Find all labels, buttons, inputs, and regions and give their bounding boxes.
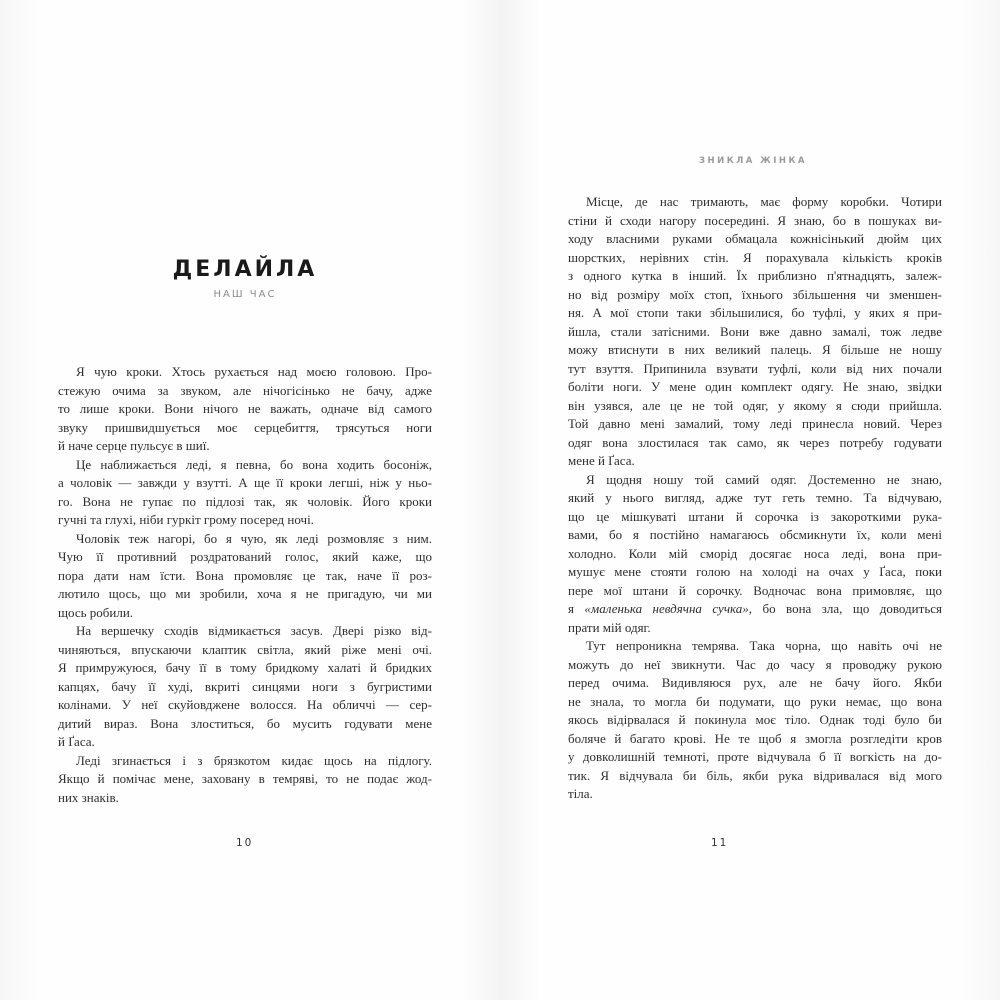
text-line-content: тут взуття. Припинила взувати туфлі, коли від них почали — [568, 360, 942, 376]
text-line — [58, 696, 432, 715]
text-line — [568, 526, 942, 545]
text-line — [58, 456, 432, 475]
text-line — [58, 567, 432, 586]
text-line — [58, 678, 432, 697]
text-line — [58, 493, 432, 512]
text-line-content: мене й Ґаса. — [568, 453, 635, 468]
right-body-text — [568, 193, 942, 804]
text-line — [568, 378, 942, 397]
text-line-content: й Ґаса. — [58, 734, 95, 749]
text-line-content: Я щодня ношу той самий одяг. Достеменно не знаю, — [586, 471, 942, 487]
page-number-left: 10 — [236, 837, 254, 849]
text-line-content: Я примружуюся, бачу її в тому бридкому халаті й бридких — [58, 660, 432, 675]
text-line-content: а чоловік — завжди у взутті. А ще її кроки легші, ніж у ньо- — [58, 475, 432, 490]
text-line-content: можу втиснути в них великий палець. Я більше не ношу — [568, 342, 942, 357]
text-line-content: йшла, стали затісними. Вони вже давно замалі, тож ледве — [568, 323, 942, 339]
text-line-content: пора дати нам їсти. Вона промовляє це так, наче її роз- — [58, 567, 432, 583]
text-line — [58, 511, 432, 530]
text-line — [568, 711, 942, 730]
text-line — [58, 641, 432, 660]
text-line-content: Тут непроникна темрява. Така чорна, що навіть очі не — [586, 638, 942, 653]
text-line-content: то лише кроки. Вони нічого не важать, одначе від самого — [58, 401, 432, 416]
text-line-content: що це мішкуваті штани й сорочка із закороткими рука- — [568, 508, 942, 524]
page-number-right: 11 — [711, 837, 729, 849]
text-line-content: Леді згинається і з брязкотом кидає щось на підлогу. — [76, 752, 432, 768]
text-line — [568, 360, 942, 379]
text-line — [58, 400, 432, 419]
text-line — [568, 748, 942, 767]
text-line-content: з одного кутка в інший. Їх приблизно п'ятнадцять, залеж- — [568, 268, 942, 283]
text-line — [58, 363, 432, 382]
text-line — [58, 419, 432, 438]
text-line-content: пере мої штани й сорочку. Водночас вона примовляє, що — [568, 582, 942, 598]
text-line — [568, 508, 942, 527]
text-line-content: у довколишній темноті, проте відчувала б її вогкість на до- — [568, 749, 942, 764]
text-line — [58, 659, 432, 678]
text-line-content: дитий вираз. Вона злоститься, бо мусить годувати мене — [58, 715, 432, 731]
text-line-content: Той давно мені замалий, тому леді принесла новий. Через — [568, 416, 942, 431]
text-line-content: колінами. У неї скуйовджене волосся. На обличчі — сер- — [58, 697, 432, 712]
text-line — [568, 415, 942, 434]
text-line — [58, 382, 432, 401]
text-line — [568, 193, 942, 212]
text-line-content: вами, бо я постійно намагаюсь обсмикнути їх, коли мені — [568, 527, 942, 542]
text-line — [58, 733, 432, 752]
text-line-content: холодно. Коли мій сморід досягає носа леді, вона при- — [568, 545, 942, 561]
text-line-content: прати мій одяг. — [568, 619, 651, 635]
text-line-content: який у нього вигляд, адже тут геть темно. Та відчуваю, — [568, 490, 942, 505]
text-segment: я — [568, 601, 585, 616]
text-line-content: Це наближається леді, я певна, бо вона ходить босоніж, — [76, 456, 432, 472]
text-line — [568, 230, 942, 249]
text-line — [568, 249, 942, 268]
text-line — [568, 545, 942, 564]
text-line — [568, 785, 942, 804]
text-line-content: капцях, бачу її худі, вкриті синцями ноги з бугристими — [58, 678, 432, 694]
chapter-subtitle: НАШ ЧАС — [213, 289, 277, 300]
text-line — [58, 752, 432, 771]
text-line — [568, 267, 942, 286]
chapter-title: ДЕЛАЙЛА — [172, 257, 318, 282]
text-line — [568, 637, 942, 656]
text-line-content: Якщо й помічає мене, заховану в темряві, то не подає жод- — [58, 771, 432, 786]
text-line — [58, 474, 432, 493]
text-line — [568, 212, 942, 231]
text-line — [568, 656, 942, 675]
text-line — [568, 600, 942, 619]
text-line-content: чиняються, впускаючи клаптик світла, який ріже мені очі. — [58, 641, 432, 657]
text-line-content: тіла. — [568, 786, 593, 801]
text-line-content: щось робили. — [58, 604, 134, 620]
text-line-content: стіни й сходи нагору посередині. Я знаю, бо в пошуках ви- — [568, 212, 942, 228]
text-line — [568, 323, 942, 342]
text-line — [568, 452, 942, 471]
text-line — [568, 619, 942, 638]
text-line-content: но від розміру моїх стоп, їхнього збільшення чи зменшен- — [568, 286, 942, 302]
text-line — [568, 489, 942, 508]
text-line-content: Місце, де нас тримають, має форму коробки. Чотири — [586, 194, 942, 209]
text-line-content: го. Вона не гупає по підлозі так, як чоловік. Його кроки — [58, 493, 432, 509]
text-line-content: Чую її противний роздратований голос, який каже, що — [58, 549, 432, 564]
text-line — [568, 563, 942, 582]
text-line-content: ня. А мої стопи таки збільшилися, бо туфлі, у яких я при- — [568, 305, 942, 320]
text-line — [58, 770, 432, 789]
text-line-content: перед очима. Видивляюся рух, але не бачу його. Якби — [568, 675, 942, 690]
text-line — [58, 530, 432, 549]
text-line-content: він узявся, але це не той одяг, у якому я сюди прийшла. — [568, 397, 942, 413]
text-line — [568, 674, 942, 693]
text-line — [568, 286, 942, 305]
text-line-content: звуку пришвидшується моє серцебиття, трясуться ноги — [58, 419, 432, 435]
running-head: ЗНИКЛА ЖІНКА — [698, 156, 808, 166]
text-line-content: гучні та глухі, ніби гуркіт грому посеред ночі. — [58, 512, 314, 527]
text-line-content — [568, 600, 942, 619]
text-line — [568, 304, 942, 323]
text-line-content: якось відірвалася й покинула моє тіло. Однак тоді було би — [568, 712, 942, 727]
text-line — [568, 434, 942, 453]
text-line-content: Чоловік теж нагорі, бо я чую, як леді розмовляє з ним. — [76, 530, 432, 546]
text-line-content: й наче серце пульсує в шиї. — [58, 438, 210, 453]
text-line — [568, 582, 942, 601]
text-line — [568, 767, 942, 786]
text-line-content: можуть до неї звикнути. Час до часу я проводжу рукою — [568, 656, 942, 672]
left-body-text — [58, 363, 432, 807]
text-line-content: мушує мене стояти голою на холоді на очах у Ґаса, поки — [568, 564, 942, 579]
right-page — [500, 0, 1000, 1000]
text-line — [568, 693, 942, 712]
text-line — [58, 789, 432, 808]
text-line — [568, 341, 942, 360]
text-line — [58, 604, 432, 623]
text-line — [568, 397, 942, 416]
text-line — [58, 585, 432, 604]
italic-text: «маленька невдячна сучка» — [584, 601, 749, 616]
text-line — [58, 622, 432, 641]
text-line-content: одяг вона злостилася так само, як через потребу годувати — [568, 434, 942, 450]
text-line-content: шорстких, нерівних стін. Я порахувала кількість кроків — [568, 249, 942, 265]
text-line-content: не знала, то могла би подумати, що руки немає, що вона — [568, 693, 942, 709]
text-line — [568, 730, 942, 749]
text-line — [58, 437, 432, 456]
text-line-content: них знаків. — [58, 789, 119, 805]
text-segment: , бо вона зла, що доводиться — [748, 601, 942, 616]
text-line-content: стежую очима за звуком, але нічогісінько не бачу, адже — [58, 382, 432, 398]
text-line-content: На вершечку сходів відмикається засув. Двері різко від- — [76, 623, 432, 638]
text-line — [58, 548, 432, 567]
text-line-content: лютило щось, що ми зробили, хоча я не пригадую, чи ми — [58, 586, 432, 601]
text-line-content: тик. Я відчувала би біль, якби рука відривалася від мого — [568, 767, 942, 783]
text-line — [58, 715, 432, 734]
text-line-content: Я чую кроки. Хтось рухається над моєю головою. Про- — [76, 364, 432, 379]
text-line — [568, 471, 942, 490]
text-line-content: ходу власними руками обмацала кожнісінький дюйм цих — [568, 231, 942, 246]
text-line-content: боляче й багато крові. Не те щоб я змогла розгледіти кров — [568, 730, 942, 746]
text-line-content: боліти ноги. У мене один комплект одягу. Не знаю, звідки — [568, 379, 942, 394]
